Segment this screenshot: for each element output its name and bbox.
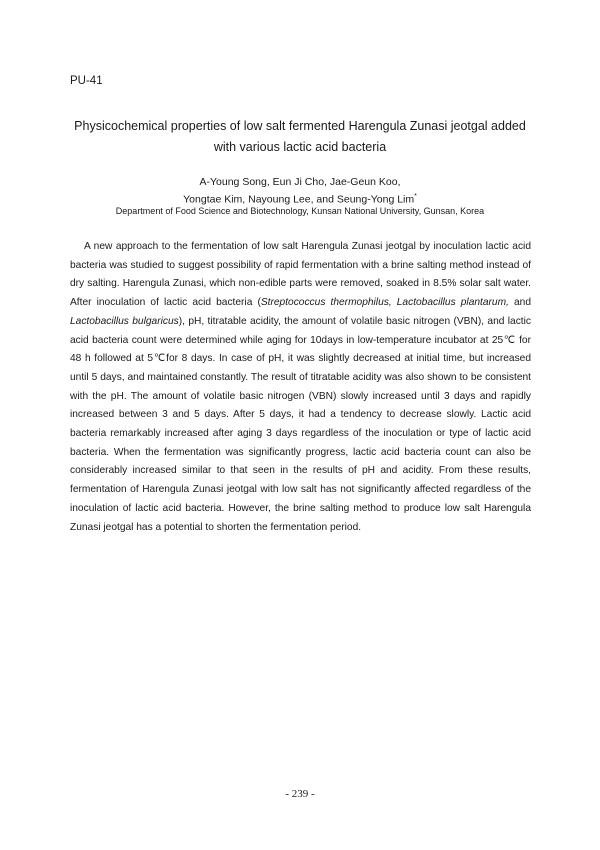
paper-code: PU-41 — [70, 75, 103, 87]
title-line-2: with various lactic acid bacteria — [213, 140, 387, 154]
authors-line-2-text: Yongtae Kim, Nayoung Lee, and Seung-Yong Lim — [183, 193, 415, 205]
abstract-bacteria-bulgaricus: Lactobacillus bulgaricus — [70, 315, 179, 327]
corresponding-author-mark: * — [414, 192, 417, 200]
paper-title — [60, 116, 540, 158]
abstract-part-1: A new approach to the fermentation of low salt Harengula Zunasi jeotgal by inoculation lactic acid bacteria was studied to suggest possibility of rapid fermentation with a brine salting method instead of dry salting. Harengula Zunasi, which non-edible parts were removed, soaked in 8.5% solar salt water. After inoculation of lactic acid bacteria ( — [70, 241, 531, 309]
authors-line-2 — [60, 190, 540, 207]
title-line-1: Physicochemical properties of low salt fermented Harengula Zunasi jeotgal added — [74, 119, 526, 133]
author-list — [60, 175, 540, 207]
abstract-and: and — [508, 297, 532, 309]
abstract-paragraph — [70, 238, 531, 537]
page-number: - 239 - — [285, 788, 315, 800]
abstract-bacteria-list: Streptococcus thermophilus, Lactobacillus plantarum, — [260, 297, 509, 309]
abstract-part-2: ), pH, titratable acidity, the amount of volatile basic nitrogen (VBN), and lactic acid bacteria count were determined while aging for 10days in low-temperature incubator at 25℃ for 48 h followed at 5℃for 8 days. In case of pH, it was slightly decreased at initial time, but increased until 5 days, and maintained constantly. The result of titratable acidity was also shown to be consistent with the pH. The amount of volatile basic nitrogen (VBN) slowly increased until 3 days and rapidly increased between 3 and 5 days. After 5 days, it had a tendency to decrease slowly. Lactic acid bacteria remarkably increased after aging 3 days regardless of the inoculation or type of lactic acid bacteria. When the fermentation was significantly progress, lactic acid bacteria count can also be considerably increased similar to that seen in the results of pH and acidity. From these results, fermentation of Harengula Zunasi jeotgal with low salt has not significantly affected regardless of the inoculation of lactic acid bacteria. However, the brine salting method to produce low salt Harengula Zunasi jeotgal has a potential to shorten the fermentation period. — [70, 315, 531, 533]
affiliation: Department of Food Science and Biotechnology, Kunsan National University, Gunsan, Korea — [115, 206, 485, 216]
authors-line-1: A-Young Song, Eun Ji Cho, Jae-Geun Koo, — [199, 176, 401, 188]
